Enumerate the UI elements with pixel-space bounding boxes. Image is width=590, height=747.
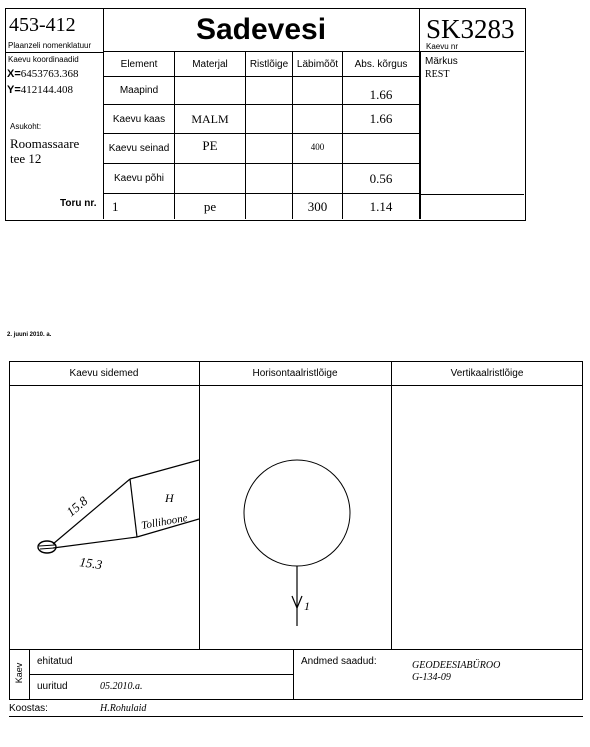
building-label: Tollihoone bbox=[140, 512, 189, 532]
map-sheet-number: 453-412 bbox=[9, 14, 76, 36]
pipe-material: pe bbox=[175, 194, 246, 219]
location-label: Asukoht: bbox=[10, 122, 42, 131]
distance-line-2 bbox=[53, 537, 137, 548]
well-number-box bbox=[420, 8, 524, 52]
pipe-diameter: 300 bbox=[293, 194, 343, 219]
panel-title-links: Kaevu sidemed bbox=[69, 368, 139, 379]
distance-line-1 bbox=[53, 479, 130, 544]
row-element: Maapind bbox=[104, 77, 175, 105]
data-source-value-2: G-134-09 bbox=[412, 672, 451, 683]
well-number-label: Kaevu nr bbox=[426, 42, 459, 51]
panel-divider-2 bbox=[391, 361, 392, 650]
pipe-abs-height: 1.14 bbox=[343, 194, 420, 219]
element-table bbox=[103, 52, 420, 219]
row-cross-section bbox=[246, 105, 293, 134]
col-header-material: Materjal bbox=[175, 52, 246, 77]
notes-value: REST bbox=[425, 69, 450, 80]
col-header-abs-height: Abs. kõrgus bbox=[343, 52, 420, 77]
map-sheet-box bbox=[5, 8, 104, 53]
pipe-cross-section bbox=[246, 194, 293, 219]
notes-divider bbox=[420, 194, 524, 195]
x-coord bbox=[7, 68, 79, 80]
footer-row-divider bbox=[29, 674, 293, 675]
row-cross-section bbox=[246, 77, 293, 105]
footer-block bbox=[9, 650, 583, 700]
panel-title-vertical: Vertikaalristlõige bbox=[450, 368, 524, 379]
y-coord-label: Y= bbox=[7, 84, 21, 96]
page-title: Sadevesi bbox=[103, 8, 420, 52]
y-coord bbox=[7, 84, 73, 96]
col-header-element: Element bbox=[104, 52, 175, 77]
author-underline bbox=[9, 716, 583, 717]
date-line: 2. juuni 2010. a. bbox=[7, 332, 52, 338]
col-header-cross-section: Ristlõige bbox=[246, 52, 293, 77]
pipe-number: 1 bbox=[104, 194, 175, 219]
row-cross-section bbox=[246, 164, 293, 194]
row-element: Kaevu põhi bbox=[104, 164, 175, 194]
row-material bbox=[175, 77, 246, 105]
author-value: H.Rohulaid bbox=[100, 703, 147, 714]
pipe-label: Toru nr. bbox=[60, 198, 97, 209]
horizontal-sketch bbox=[200, 386, 390, 649]
pipe-number-label: 1 bbox=[304, 599, 310, 613]
row-material: MALM bbox=[175, 105, 246, 134]
panel-title-horizontal: Horisontaalristlõige bbox=[252, 368, 338, 379]
row-diameter: 400 bbox=[293, 134, 343, 164]
well-number: SK3283 bbox=[426, 14, 515, 44]
row-element: Kaevu kaas bbox=[104, 105, 175, 134]
links-sketch bbox=[9, 386, 199, 649]
built-label: ehitatud bbox=[37, 656, 73, 667]
row-abs-height: 1.66 bbox=[343, 105, 420, 134]
y-coord-value: 412144.408 bbox=[20, 84, 74, 96]
row-cross-section bbox=[246, 134, 293, 164]
building-mark: H bbox=[165, 491, 174, 505]
row-abs-height: 1.66 bbox=[343, 77, 420, 105]
row-material bbox=[175, 164, 246, 194]
x-coord-label: X= bbox=[7, 68, 21, 80]
distance-label-2: 15.3 bbox=[78, 554, 104, 573]
notes-label: Märkus bbox=[425, 56, 458, 67]
x-coord-value: 6453763.368 bbox=[20, 68, 79, 80]
side-label: Kaev bbox=[14, 662, 24, 684]
manhole-icon bbox=[38, 541, 56, 553]
row-material: PE bbox=[175, 134, 246, 164]
col-header-diameter: Läbimõõt bbox=[293, 52, 343, 77]
surveyed-label: uuritud bbox=[37, 681, 68, 692]
well-circle bbox=[244, 460, 350, 566]
footer-side-divider bbox=[29, 650, 30, 700]
author-label: Koostas: bbox=[9, 703, 48, 714]
row-diameter bbox=[293, 105, 343, 134]
footer-mid-divider bbox=[293, 650, 294, 700]
data-source-value-1: GEODEESIABÜROO bbox=[412, 660, 501, 671]
row-abs-height bbox=[343, 134, 420, 164]
coords-label: Kaevu koordinaadid bbox=[8, 55, 79, 64]
data-source-label: Andmed saadud: bbox=[301, 656, 377, 667]
location-line2: tee 12 bbox=[10, 151, 42, 166]
row-diameter bbox=[293, 164, 343, 194]
distance-label-1: 15.8 bbox=[63, 493, 91, 520]
map-sheet-label: Plaanzeli nomenklatuur bbox=[8, 41, 92, 50]
row-element: Kaevu seinad bbox=[104, 134, 175, 164]
info-column bbox=[5, 52, 104, 194]
location-line1: Roomassaare bbox=[10, 136, 80, 151]
surveyed-value: 05.2010.a. bbox=[100, 681, 143, 692]
row-diameter bbox=[293, 77, 343, 105]
row-abs-height: 0.56 bbox=[343, 164, 420, 194]
